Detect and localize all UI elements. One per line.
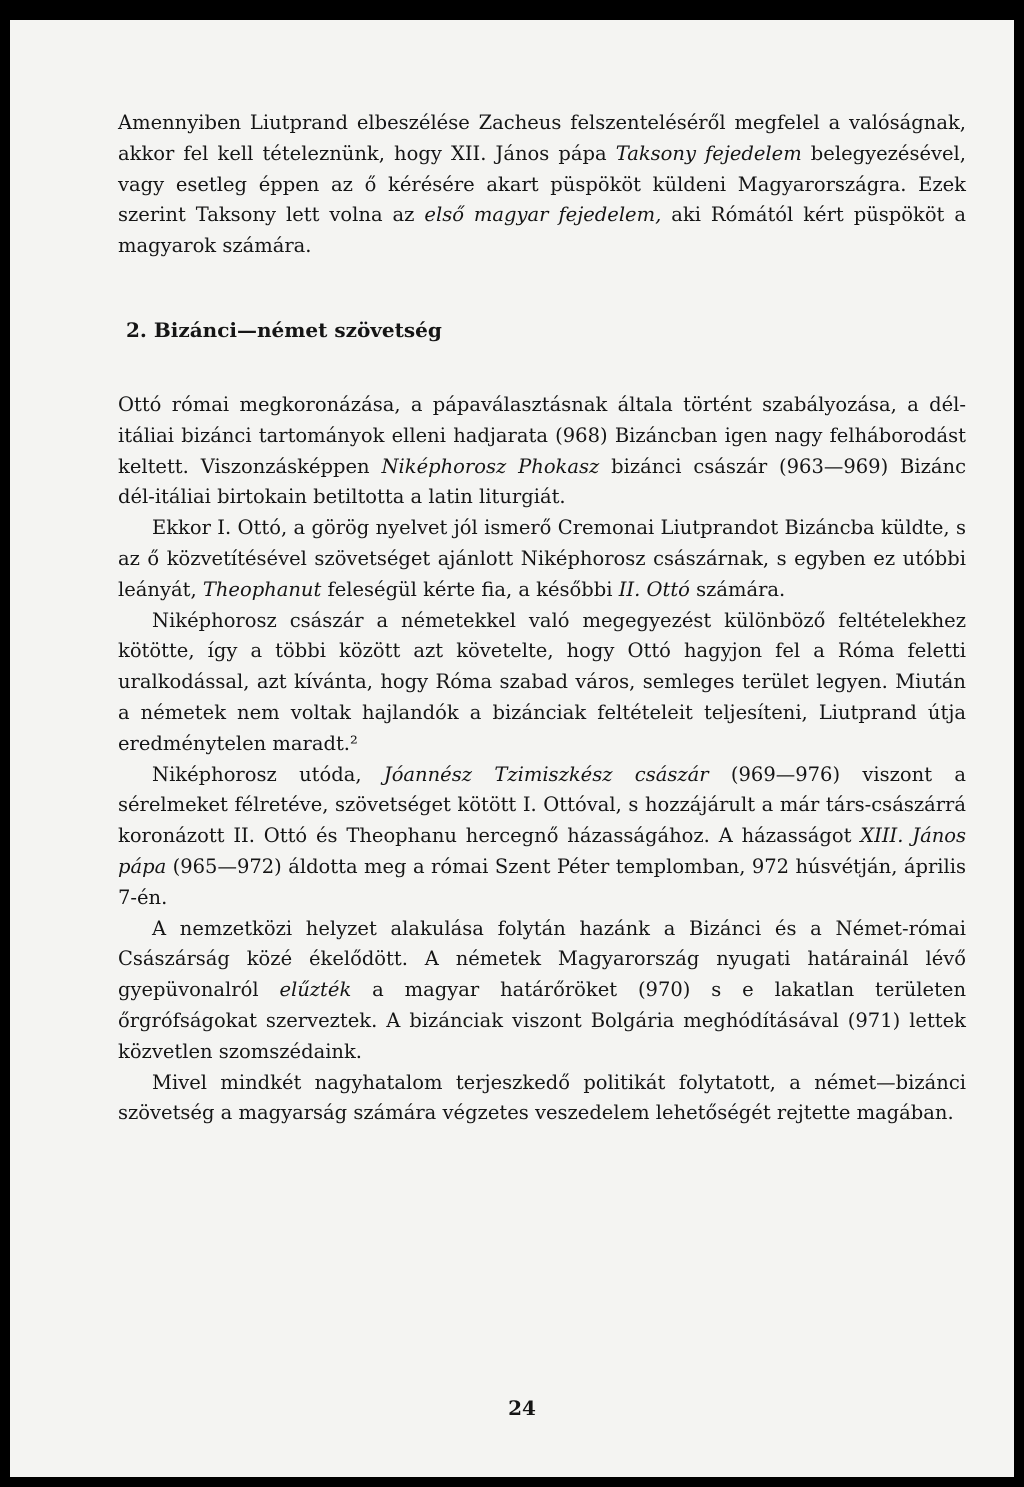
italic-text: elűzték (279, 978, 352, 1002)
italic-text: Theophanut (202, 577, 322, 601)
paragraph (118, 1068, 966, 1130)
italic-text: Niképhorosz Phokasz (381, 454, 600, 478)
italic-text: Taksony fejedelem (615, 141, 802, 165)
italic-text: első magyar fejedelem, (424, 203, 662, 227)
section-heading: 2. Bizánci—német szövetség (126, 317, 442, 342)
paragraph (118, 914, 966, 1068)
paragraph (118, 606, 966, 760)
page-content (118, 108, 966, 1129)
text-run: (965—972) áldotta meg a római Szent Péter templomban, 972 húsvétján, április 7-én. (118, 854, 966, 909)
text-run: számára. (689, 577, 786, 601)
italic-text: Jóannész Tzimiszkész császár (383, 762, 709, 786)
text-run: Ottó római megkoronázása, a pápaválasztásnak általa történt szabályozása, a dél-itáliai bizánci tartományok elleni hadjarata (968) Bizáncban igen nagy felháborodást keltett. Viszonzásképpen (118, 392, 966, 478)
section-body (118, 390, 966, 1129)
italic-text: XIII. János pápa (118, 824, 966, 878)
text-run: Niképhorosz utóda, (152, 762, 384, 786)
text-run: Amennyiben Liutprand elbeszélése Zacheus felszenteléséről megfelel a valóságnak, akkor fel kell tételeznünk, hogy XII. János pápa (118, 111, 966, 165)
paragraph (118, 513, 966, 605)
text-run: Niképhorosz császár a németekkel való megegyezést különböző feltételekhez kötötte, így a többi között azt követelte, hogy Ottó hagyjon fel a Róma feletti uralkodással, azt kívánta, hogy Róma szabad város, semleges terület legyen. Miután a németek nem voltak hajlandók a bizánciak feltételeit teljesíteni, Liutprand útja eredménytelen maradt.² (118, 608, 966, 755)
text-run: (969—976) viszont a sérelmeket félretéve, szövetséget kötött I. Ottóval, s hozzájárult a már társ-császárrá koronázott II. Ottó és Theophanu hercegnő házasságához. A házasságot (118, 762, 967, 848)
intro-text (118, 108, 966, 262)
paragraph (118, 760, 966, 914)
paragraph (118, 390, 966, 513)
text-run: bizánci császár (963—969) Bizánc dél-itáliai birtokain betiltotta a latin liturgiát. (118, 454, 966, 509)
text-run: belegyezésével, vagy esetleg éppen az ő kérésére akart püspököt küldeni Magyarországra. Ezek szerint Taksony lett volna az (118, 141, 966, 227)
text-run: feleségül kérte fia, a későbbi (321, 577, 619, 601)
text-run: aki Rómától kért püspököt a magyarok számára. (118, 203, 966, 258)
page-number: 24 (508, 1396, 536, 1420)
italic-text: II. Ottó (618, 577, 690, 601)
text-run: Mivel mindkét nagyhatalom terjeszkedő politikát folytatott, a német—bizánci szövetség a magyarság számára végzetes veszedelem lehetőségét rejtette magában. (118, 1070, 966, 1125)
text-run: a magyar határőröket (970) s e lakatlan területen őrgrófságokat szerveztek. A bizánciak viszont Bolgária meghódításával (971) lettek közvetlen szomszédaink. (118, 978, 967, 1063)
text-run: Ekkor I. Ottó, a görög nyelvet jól ismerő Cremonai Liutprandot Bizáncba küldte, s az ő közvetítésével szövetséget ajánlott Niképhorosz császárnak, s egyben ez utóbbi leányát, (118, 516, 966, 601)
text-run: A nemzetközi helyzet alakulása folytán hazánk a Bizánci és a Német-római Császárság közé ékelődött. A németek Magyarország nyugati határainál lévő gyepüvonalról (118, 916, 966, 1002)
paragraph (118, 108, 966, 262)
book-page (10, 20, 1014, 1477)
